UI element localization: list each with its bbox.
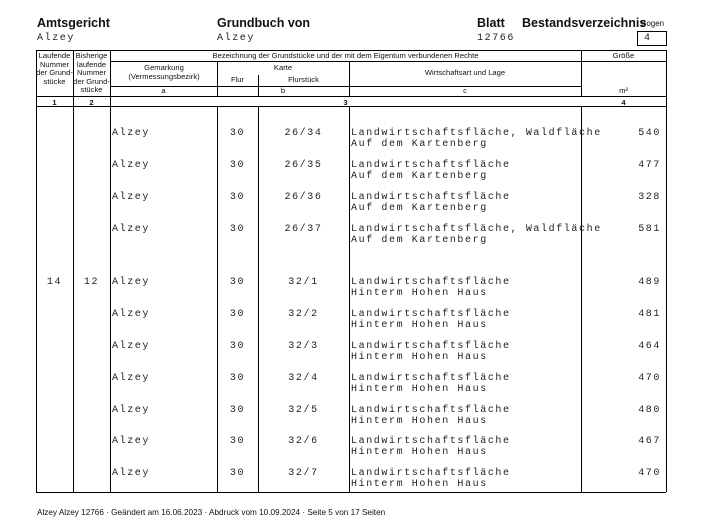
col-num-1: 1 xyxy=(52,98,57,107)
groesse-cell: 481 xyxy=(638,309,661,320)
wirtschaftsart-cell: Landwirtschaftsfläche, Waldfläche xyxy=(351,224,602,235)
bisherige-nummer-cell: 12 xyxy=(83,277,100,288)
lage-cell: Auf dem Kartenberg xyxy=(351,139,488,150)
groesse-cell: 480 xyxy=(638,405,661,416)
grundbuch-value: Alzey xyxy=(217,33,256,44)
groesse-cell: 328 xyxy=(638,192,661,203)
sub-c: c xyxy=(463,86,467,95)
flur-cell: 30 xyxy=(229,192,246,203)
wirtschaftsart-cell: Landwirtschaftsfläche xyxy=(351,341,511,352)
gemarkung-cell: Alzey xyxy=(112,405,151,416)
col-bisherige-nummer-header: Bisherige laufende Nummer der Grund- stücke xyxy=(73,51,110,95)
groesse-cell: 470 xyxy=(638,468,661,479)
groesse-cell: 464 xyxy=(638,341,661,352)
bogen-label: Bogen xyxy=(641,19,665,28)
gemarkung-cell: Alzey xyxy=(112,373,151,384)
gemarkung-header: Gemarkung (Vermessungsbezirk) xyxy=(128,63,200,81)
karte-header: Karte xyxy=(273,63,293,72)
flurstueck-cell: 26/37 xyxy=(284,224,323,235)
verzeichnis-label: Bestandsverzeichnis xyxy=(522,16,647,30)
footer-text: Alzey Alzey 12766 · Geändert am 16.06.2023 · Abdruck vom 10.09.2024 · Seite 5 von 17 Seiten xyxy=(37,508,386,517)
col-laufende-nummer-header: Laufende Nummer der Grund- stücke xyxy=(36,51,73,86)
gemarkung-cell: Alzey xyxy=(112,341,151,352)
wirtschaftsart-cell: Landwirtschaftsfläche xyxy=(351,160,511,171)
lfd-nummer-cell: 14 xyxy=(46,277,63,288)
lage-cell: Hinterm Hohen Haus xyxy=(351,479,488,490)
wirtschaftsart-cell: Landwirtschaftsfläche xyxy=(351,468,511,479)
bogen-value: 4 xyxy=(644,33,652,44)
gemarkung-cell: Alzey xyxy=(112,468,151,479)
flurstueck-cell: 32/2 xyxy=(288,309,319,320)
unit-m2: m² xyxy=(619,86,628,95)
flurstueck-cell: 26/36 xyxy=(284,192,323,203)
flur-cell: 30 xyxy=(229,341,246,352)
flurstueck-cell: 26/34 xyxy=(284,128,323,139)
wirtschaftsart-cell: Landwirtschaftsfläche, Waldfläche xyxy=(351,128,602,139)
flur-cell: 30 xyxy=(229,405,246,416)
flur-cell: 30 xyxy=(229,160,246,171)
sub-a: a xyxy=(161,86,166,95)
flur-cell: 30 xyxy=(229,373,246,384)
groesse-cell: 467 xyxy=(638,436,661,447)
flur-cell: 30 xyxy=(229,224,246,235)
lage-cell: Hinterm Hohen Haus xyxy=(351,416,488,427)
flurstueck-cell: 26/35 xyxy=(284,160,323,171)
lage-cell: Hinterm Hohen Haus xyxy=(351,447,488,458)
blatt-value: 12766 xyxy=(477,33,516,44)
flur-cell: 30 xyxy=(229,468,246,479)
lage-cell: Auf dem Kartenberg xyxy=(351,203,488,214)
flurstueck-header: Flurstück xyxy=(288,75,319,84)
blatt-label: Blatt xyxy=(477,16,505,30)
wirtschaftsart-cell: Landwirtschaftsfläche xyxy=(351,277,511,288)
lage-cell: Auf dem Kartenberg xyxy=(351,171,488,182)
gemarkung-cell: Alzey xyxy=(112,277,151,288)
flurstueck-cell: 32/7 xyxy=(288,468,319,479)
flur-cell: 30 xyxy=(229,128,246,139)
flurstueck-cell: 32/6 xyxy=(288,436,319,447)
groesse-cell: 470 xyxy=(638,373,661,384)
col-bezeichnung-header: Bezeichnung der Grundstücke und der mit dem Eigentum verbundenen Rechte xyxy=(212,51,479,60)
lage-cell: Auf dem Kartenberg xyxy=(351,235,488,246)
flurstueck-cell: 32/5 xyxy=(288,405,319,416)
gemarkung-cell: Alzey xyxy=(112,192,151,203)
flur-cell: 30 xyxy=(229,309,246,320)
wirtschaftsart-header: Wirtschaftsart und Lage xyxy=(424,68,506,77)
col-num-2: 2 xyxy=(89,98,94,107)
wirtschaftsart-cell: Landwirtschaftsfläche xyxy=(351,405,511,416)
flurstueck-cell: 32/4 xyxy=(288,373,319,384)
gemarkung-cell: Alzey xyxy=(112,224,151,235)
wirtschaftsart-cell: Landwirtschaftsfläche xyxy=(351,192,511,203)
lage-cell: Hinterm Hohen Haus xyxy=(351,352,488,363)
col-num-3: 3 xyxy=(343,98,348,107)
groesse-cell: 477 xyxy=(638,160,661,171)
grundbuch-label: Grundbuch von xyxy=(217,16,311,30)
gemarkung-cell: Alzey xyxy=(112,128,151,139)
bogen-box xyxy=(637,31,667,46)
groesse-cell: 540 xyxy=(638,128,661,139)
wirtschaftsart-cell: Landwirtschaftsfläche xyxy=(351,436,511,447)
flurstueck-cell: 32/1 xyxy=(288,277,319,288)
flur-header: Flur xyxy=(230,75,245,84)
col-groesse-header: Größe xyxy=(612,51,635,60)
lage-cell: Hinterm Hohen Haus xyxy=(351,288,488,299)
flurstueck-cell: 32/3 xyxy=(288,341,319,352)
amtsgericht-value: Alzey xyxy=(37,33,76,44)
amtsgericht-label: Amtsgericht xyxy=(37,16,110,30)
col-num-4: 4 xyxy=(621,98,626,107)
wirtschaftsart-cell: Landwirtschaftsfläche xyxy=(351,373,511,384)
groesse-cell: 581 xyxy=(638,224,661,235)
gemarkung-cell: Alzey xyxy=(112,160,151,171)
flur-cell: 30 xyxy=(229,277,246,288)
groesse-cell: 489 xyxy=(638,277,661,288)
gemarkung-cell: Alzey xyxy=(112,309,151,320)
flur-cell: 30 xyxy=(229,436,246,447)
gemarkung-cell: Alzey xyxy=(112,436,151,447)
wirtschaftsart-cell: Landwirtschaftsfläche xyxy=(351,309,511,320)
lage-cell: Hinterm Hohen Haus xyxy=(351,384,488,395)
sub-b: b xyxy=(280,86,286,95)
lage-cell: Hinterm Hohen Haus xyxy=(351,320,488,331)
